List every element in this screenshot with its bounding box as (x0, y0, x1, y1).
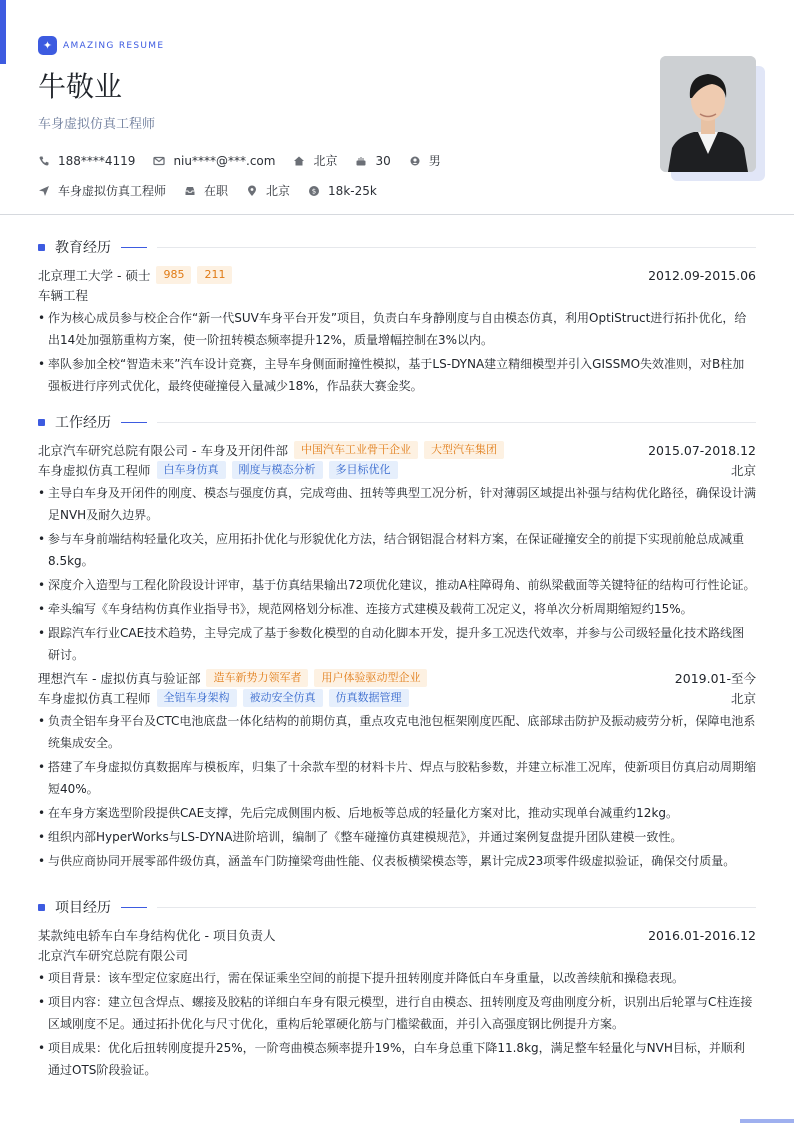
gender-icon (409, 155, 421, 167)
salary-item (308, 184, 377, 198)
company-tag: 大型汽车集团 (424, 441, 504, 459)
company-tag: 造车新势力领军者 (206, 669, 308, 687)
email-item (153, 154, 275, 168)
list-item: • 牵头编写《车身结构仿真作业指导书》，规范网格划分标准、连接方式建模及载荷工况定义，将单次分析周期缩短约15%。 (38, 598, 756, 620)
section-accent-line (121, 422, 147, 423)
list-item: • 跟踪汽车行业CAE技术趋势，主导完成了基于参数化模型的自动化脚本开发，提升多工况迭代效率，并参与公司级轻量化技术路线图研讨。 (38, 622, 756, 666)
company-name: 北京汽车研究总院有限公司 - 车身及开闭件部 (38, 443, 288, 458)
map-pin-icon (246, 185, 258, 197)
list-item: • 在车身方案选型阶段提供CAE支撑，先后完成侧围内板、后地板等总成的轻量化方案对比，推动实现单台减重约12kg。 (38, 802, 756, 824)
candidate-title: 车身虚拟仿真工程师 (38, 117, 156, 132)
gender-item (409, 152, 441, 169)
role-name: 车身虚拟仿真工程师 (38, 691, 151, 706)
email-value: niu****@***.com (173, 153, 276, 168)
coin-icon (308, 185, 320, 197)
education-date: 2012.09-2015.06 (648, 267, 756, 283)
contact-row (38, 152, 758, 169)
list-item: • 主导白车身及开闭件的刚度、模态与强度仿真，完成弯曲、扭转等典型工况分析，针对薄弱区域提出补强与结构优化路径，确保设计满足NVH及耐久边界。 (38, 482, 756, 526)
company-tag: 用户体验驱动型企业 (314, 669, 427, 687)
section-title: 项目经历 (55, 900, 111, 916)
location-value: 北京 (313, 154, 338, 168)
work-entry (38, 668, 756, 872)
inbox-icon (184, 185, 196, 197)
project-entry-header (38, 925, 756, 945)
work-heading (38, 411, 756, 433)
work-role-row (38, 688, 756, 708)
work-role-row (38, 460, 756, 480)
phone-item (38, 154, 135, 168)
job-intent-row (38, 182, 758, 199)
list-item: • 组织内部HyperWorks与LS-DYNA进阶培训，编制了《整车碰撞仿真建模规范》，并通过案例复盘提升团队建模一致性。 (38, 826, 756, 848)
project-heading (38, 896, 756, 918)
candidate-name: 牛敬业 (38, 70, 123, 103)
skill-tag: 被动安全仿真 (243, 689, 323, 707)
work-entry-header (38, 668, 756, 688)
header-divider (0, 214, 794, 215)
project-org-row (38, 945, 756, 965)
role-name: 车身虚拟仿真工程师 (38, 463, 151, 478)
sparkle-icon: ✦ (38, 36, 57, 55)
target-city-value: 北京 (266, 184, 291, 198)
home-icon (293, 155, 305, 167)
footer-accent-bar (740, 1119, 794, 1123)
profile-photo (660, 56, 756, 172)
work-date: 2015.07-2018.12 (648, 442, 756, 458)
education-heading (38, 236, 756, 258)
section-marker (38, 419, 45, 426)
list-item: • 负责全铝车身平台及CTC电池底盘一体化结构的前期仿真，重点攻克电池包框架刚度匹配、底部球击防护及振动疲劳分析，保障电池系统集成安全。 (38, 710, 756, 754)
school-tag: 211 (197, 266, 232, 284)
cake-icon (355, 155, 367, 167)
section-accent-line (121, 907, 147, 908)
list-item: • 与供应商协同开展零部件级仿真，涵盖车门防撞梁弯曲性能、仪表板横梁模态等，累计完成23项零件级虚拟验证，确保交付质量。 (38, 850, 756, 872)
status-value: 在职 (204, 184, 229, 198)
skill-tag: 多目标优化 (329, 461, 398, 479)
skill-tag: 仿真数据管理 (329, 689, 409, 707)
work-city: 北京 (730, 691, 756, 706)
age-item (355, 154, 390, 168)
skill-tag: 白车身仿真 (157, 461, 226, 479)
list-item: • 项目背景：该车型定位家庭出行，需在保证乘坐空间的前提下提升扭转刚度并降低白车身重量，以改善续航和操稳表现。 (38, 967, 756, 989)
send-icon (38, 185, 50, 197)
gender-value: 男 (428, 154, 441, 168)
skill-tag: 刚度与模态分析 (232, 461, 323, 479)
project-name: 某款纯电轿车白车身结构优化 - 项目负责人 (38, 928, 276, 943)
school-name: 北京理工大学 - 硕士 (38, 268, 151, 283)
section-rule (157, 247, 756, 248)
accent-bar (0, 0, 6, 64)
work-bullets (38, 710, 756, 872)
education-bullets (38, 307, 756, 397)
location-item (293, 152, 337, 169)
work-entry-header (38, 440, 756, 460)
work-entry (38, 440, 756, 666)
major: 车辆工程 (38, 288, 89, 303)
company-tag: 中国汽车工业骨干企业 (294, 441, 418, 459)
target-job-item (38, 182, 166, 199)
project-bullets (38, 967, 756, 1081)
brand (38, 36, 758, 55)
svg-text:$: $ (311, 187, 317, 196)
status-item (184, 182, 228, 199)
section-rule (157, 907, 756, 908)
section-marker (38, 904, 45, 911)
list-item: • 率队参加全校“智造未来”汽车设计竞赛，主导车身侧面耐撞性模拟，基于LS-DYNA建立精细模型并引入GISSMO失效准则，对B柱加强板进行序列式优化，最终使碰撞侵入量减少18%，作品获大赛金奖。 (38, 353, 756, 397)
work-date: 2019.01-至今 (674, 671, 756, 686)
work-city: 北京 (730, 463, 756, 478)
section-title: 工作经历 (55, 415, 111, 431)
education-section (38, 236, 756, 399)
mail-icon (153, 155, 165, 167)
phone-icon (38, 155, 50, 167)
age-value: 30 (375, 153, 391, 168)
section-rule (157, 422, 756, 423)
section-title: 教育经历 (55, 240, 111, 256)
company-name: 理想汽车 - 虚拟仿真与验证部 (38, 671, 201, 686)
project-org: 北京汽车研究总院有限公司 (38, 948, 189, 963)
list-item: • 参与车身前端结构轻量化攻关，应用拓扑优化与形貌优化方法，结合钢铝混合材料方案，在保证碰撞安全的前提下实现前舱总成减重8.5kg。 (38, 528, 756, 572)
skill-tag: 全铝车身架构 (157, 689, 237, 707)
section-marker (38, 244, 45, 251)
work-section (38, 411, 756, 874)
education-entry-header (38, 265, 756, 285)
list-item: • 深度介入造型与工程化阶段设计评审，基于仿真结果输出72项优化建议，推动A柱障碍角、前纵梁截面等关键特征的结构可行性论证。 (38, 574, 756, 596)
list-item: • 项目内容：建立包含焊点、螺接及胶粘的详细白车身有限元模型，进行自由模态、扭转刚度及弯曲刚度分析，识别出后轮罩与C柱连接区域刚度不足。通过拓扑优化与尺寸优化，重构后轮罩硬化筋与门槛梁截面，并引入高强度钢比例提升方案。 (38, 991, 756, 1035)
resume-header (38, 36, 758, 206)
salary-value: 18k-25k (328, 183, 377, 198)
target-city-item (246, 182, 290, 199)
education-major-row (38, 285, 756, 305)
list-item: • 搭建了车身虚拟仿真数据库与模板库，归集了十余款车型的材料卡片、焊点与胶粘参数，并建立标准工况库，使新项目仿真启动周期缩短40%。 (38, 756, 756, 800)
target-job-value: 车身虚拟仿真工程师 (58, 184, 167, 198)
phone-value: 188****4119 (58, 153, 136, 168)
section-accent-line (121, 247, 147, 248)
project-date: 2016.01-2016.12 (648, 927, 756, 943)
project-section (38, 896, 756, 1083)
work-bullets (38, 482, 756, 666)
brand-text: AMAZING RESUME (63, 40, 165, 51)
school-tag: 985 (156, 266, 191, 284)
list-item: • 作为核心成员参与校企合作“新一代SUV车身平台开发”项目，负责白车身静刚度与自由模态仿真，利用OptiStruct进行拓扑优化，给出14处加强筋重构方案，使一阶扭转模态频率提升12%，质量增幅控制在3%以内。 (38, 307, 756, 351)
list-item: • 项目成果：优化后扭转刚度提升25%，一阶弯曲模态频率提升19%，白车身总重下降11.8kg，满足整车轻量化与NVH目标，并顺利通过OTS阶段验证。 (38, 1037, 756, 1081)
